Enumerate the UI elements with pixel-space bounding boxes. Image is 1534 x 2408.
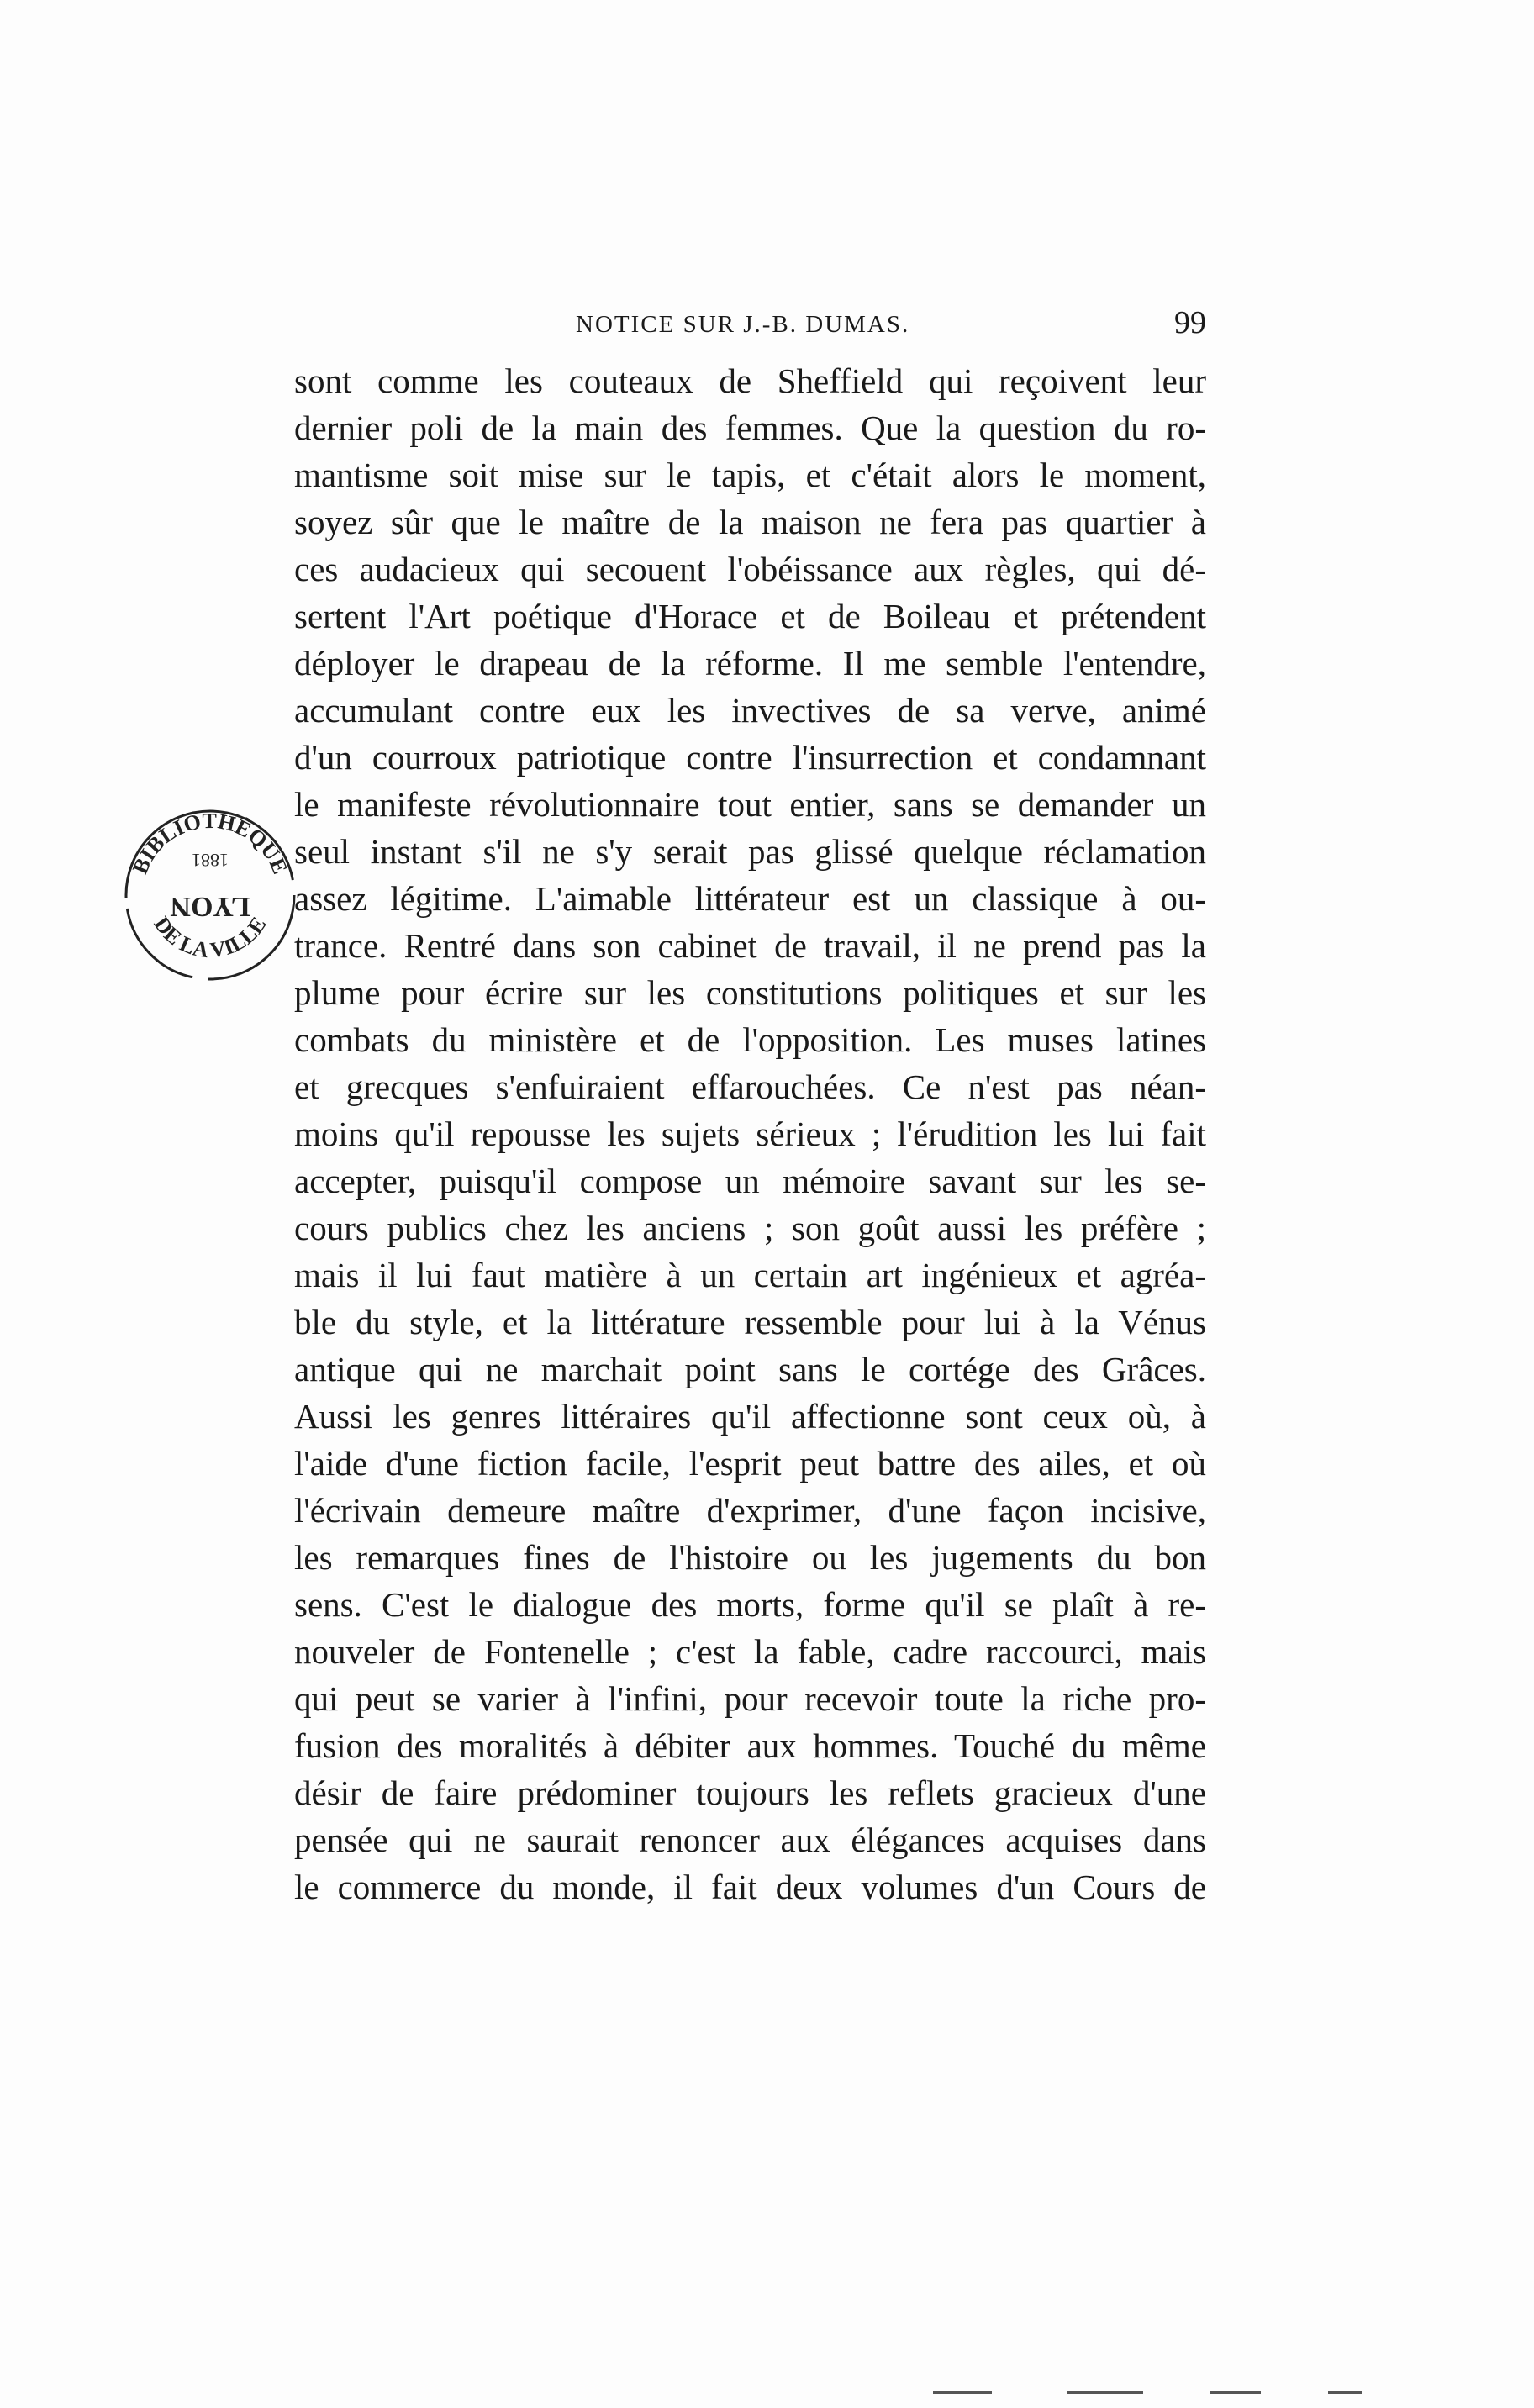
text-line: le commerce du monde, il fait deux volumes d'un Cours de [294, 1868, 1206, 1906]
text-line: mantisme soit mise sur le tapis, et c'était alors le moment, [294, 456, 1206, 494]
text-line: sens. C'est le dialogue des morts, forme qu'il se plaît à re- [294, 1585, 1206, 1624]
text-line: plume pour écrire sur les constitutions politiques et sur les [294, 973, 1206, 1012]
text-line: le manifeste révolutionnaire tout entier, sans se demander un [294, 785, 1206, 824]
text-line: nouveler de Fontenelle ; c'est la fable, cadre raccourci, mais [294, 1632, 1206, 1671]
body-text [294, 357, 1206, 1910]
text-line: dernier poli de la main des femmes. Que la question du ro- [294, 408, 1206, 447]
text-line: sont comme les couteaux de Sheffield qui reçoivent leur [294, 361, 1206, 400]
text-line: soyez sûr que le maître de la maison ne fera pas quartier à [294, 503, 1206, 541]
text-line: pensée qui ne saurait renoncer aux élégances acquises dans [294, 1820, 1206, 1859]
text-line: désir de faire prédominer toujours les reflets gracieux d'une [294, 1773, 1206, 1812]
text-line: les remarques fines de l'histoire ou les jugements du bon [294, 1538, 1206, 1577]
text-line: d'un courroux patriotique contre l'insurrection et condamnant [294, 738, 1206, 777]
stamp-text-small: 1881 [192, 850, 229, 871]
library-stamp [113, 798, 307, 992]
text-line: moins qu'il repousse les sujets sérieux ; l'érudition les lui fait [294, 1114, 1206, 1153]
text-line: déployer le drapeau de la réforme. Il me semble l'entendre, [294, 644, 1206, 682]
text-line: seul instant s'il ne s'y serait pas glissé quelque réclamation [294, 832, 1206, 871]
text-line: mais il lui faut matière à un certain art ingénieux et agréa- [294, 1256, 1206, 1294]
text-line: qui peut se varier à l'infini, pour recevoir toute la riche pro- [294, 1679, 1206, 1718]
text-line: et grecques s'enfuiraient effarouchées. Ce n'est pas néan- [294, 1067, 1206, 1106]
running-title: NOTICE SUR J.-B. DUMAS. [576, 311, 910, 338]
page-number: 99 [1174, 305, 1206, 340]
text-line: Aussi les genres littéraires qu'il affectionne sont ceux où, à [294, 1397, 1206, 1436]
stamp-text-top: BIBLIOTHÈQUE [127, 808, 293, 877]
text-line: fusion des moralités à débiter aux hommes. Touché du même [294, 1726, 1206, 1765]
text-line: antique qui ne marchait point sans le cortége des Grâces. [294, 1350, 1206, 1388]
stamp-text-bottom: DE LA VILLE [149, 912, 271, 963]
text-line: l'écrivain demeure maître d'exprimer, d'une façon incisive, [294, 1491, 1206, 1530]
text-line: accumulant contre eux les invectives de sa verve, animé [294, 691, 1206, 730]
running-head [294, 304, 1206, 346]
text-line: accepter, puisqu'il compose un mémoire savant sur les se- [294, 1162, 1206, 1200]
text-line: l'aide d'une fiction facile, l'esprit peut battre des ailes, et où [294, 1444, 1206, 1483]
text-line: combats du ministère et de l'opposition. Les muses latines [294, 1020, 1206, 1059]
text-line: cours publics chez les anciens ; son goût aussi les préfère ; [294, 1209, 1206, 1247]
stamp-text-center: LYON [170, 891, 250, 922]
text-line: trance. Rentré dans son cabinet de travail, il ne prend pas la [294, 926, 1206, 965]
text-line: sertent l'Art poétique d'Horace et de Boileau et prétendent [294, 597, 1206, 635]
text-line: ces audacieux qui secouent l'obéissance aux règles, qui dé- [294, 550, 1206, 588]
text-line: assez légitime. L'aimable littérateur est un classique à ou- [294, 879, 1206, 918]
text-line: ble du style, et la littérature ressemble pour lui à la Vénus [294, 1303, 1206, 1341]
footer-rules [933, 2391, 1404, 2396]
